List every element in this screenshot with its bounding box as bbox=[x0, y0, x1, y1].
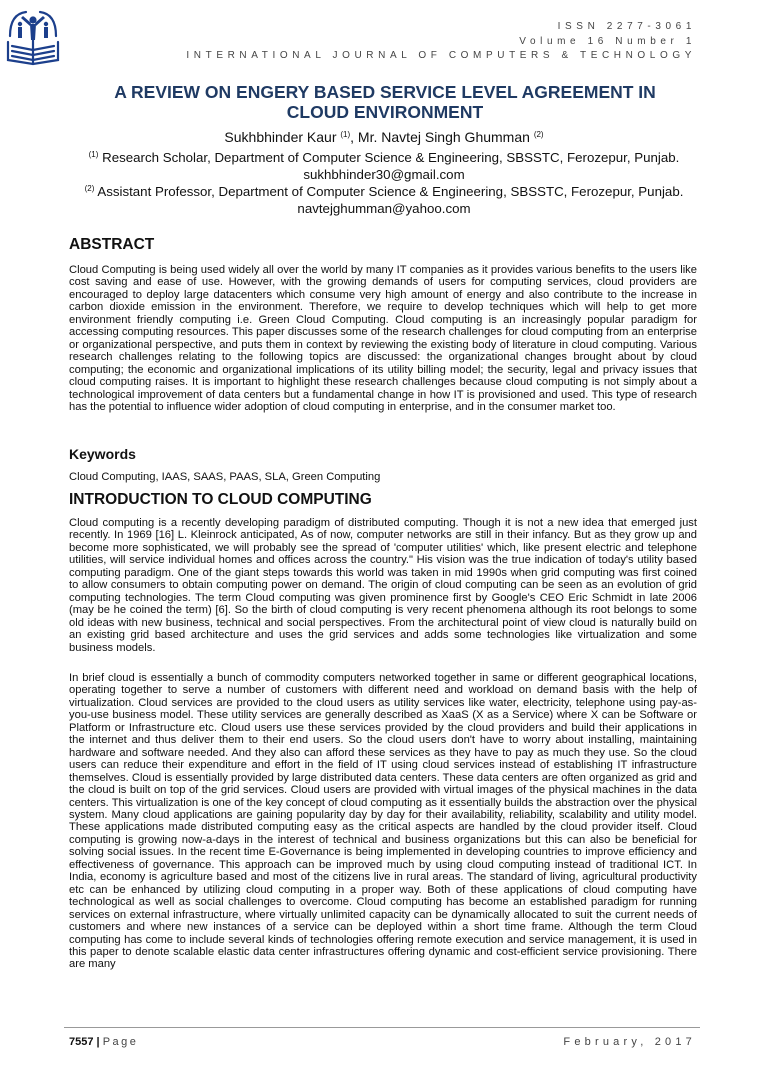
paper-title bbox=[90, 82, 680, 122]
affiliation-1 bbox=[20, 150, 748, 165]
footer-date: February, 2017 bbox=[563, 1036, 696, 1048]
page-word: Page bbox=[102, 1036, 139, 1048]
affiliation-2-sup: (2) bbox=[84, 184, 95, 193]
email-1: sukhbhinder30@gmail.com bbox=[303, 167, 465, 182]
book-logo-icon bbox=[4, 6, 62, 68]
keywords-heading: Keywords bbox=[69, 446, 136, 462]
intro-paragraph-1: Cloud computing is a recently developing paradigm of distributed computing. Though it is not a new idea that emerged just recently. In 1969 [16] L. Kleinrock anticipated, As of now, computer networks are still in their infancy. But as they grow up and become more sophisticated, we will probably see the spread of 'computer utilities' which, like present electric and telephone utilities, will service individual homes and offices across the country." His vision was the true indication of today's utility based computing paradigm. One of the giant steps towards this world was taken in mid 1990s when grid computing was first coined to allow consumers to obtain computing power on demand. The origin of cloud computing can be seen as an evolution of grid computing technologies. The term Cloud computing was given prominence first by Google's CEO Eric Schmidt in late 2006 (may be he coined the term) [6]. So the birth of cloud computing is very recent phenomena although its root belongs to some old ideas with new business, technical and social perspectives. From the architectural point of view cloud is naturally build on an existing grid based architecture and uses the grid services and adds some technologies like virtualization and some business models. bbox=[69, 517, 697, 654]
abstract-heading: ABSTRACT bbox=[69, 236, 155, 253]
footer-rule bbox=[64, 1027, 700, 1028]
paper-title-line1: A REVIEW ON ENGERY BASED SERVICE LEVEL AGREEMENT IN bbox=[114, 82, 656, 102]
intro-paragraph-2: In brief cloud is essentially a bunch of commodity computers networked together in same or different geographical locations, operating together to serve a number of customers with different need and workload on demand basis with the help of virtualization. Cloud services are provided to the cloud users as utility services like water, electricity, telephone using pay-as-you-use business model. These utility services are generally described as XaaS (X as a Service) where X can be Software or Platform or Infrastructure etc. Cloud users use these services provided by the cloud providers and build their applications in the internet and thus deliver them to their end users. So the cloud users don't have to worry about installing, maintaining hardware and software needed. And they also can afford these services as they have to pay as much they use. So the cloud users can reduce their expenditure and effort in the field of IT using cloud services instead of establishing IT infrastructure themselves. Cloud is essentially provided by large distributed data centers. These data centers are often organized as grid and the cloud is built on top of the grid services. Cloud users are provided with virtual images of the physical machines in the data centers. This virtualization is one of the key concept of cloud computing as it essentially builds the abstraction over the physical system. Many cloud applications are gaining popularity day by day for their availability, reliability, scalability and utility model. These applications made distributed computing easy as the critical aspects are handled by the cloud provider itself. Cloud computing is growing now-a-days in the interest of technical and business organizations but this can also be beneficial for solving social issues. In the recent time E-Governance is being implemented in developing countries to improve efficiency and effectiveness of governance. This approach can be improved much by using cloud computing instead of traditional ICT. In India, economy is agriculture based and most of the citizens live in rural areas. The standard of living, agricultural productivity etc can be enhanced by utilizing cloud computing in a proper way. Both of these applications of cloud computing have technological as well as social challenges to overcome. Cloud computing has become an established paradigm for running services on external infrastructure, where virtually unlimited capacity can be dynamically allocated to suit the current needs of customers and where new instances of a service can be deployed within a short time frame. Although the term Cloud computing has come to include several kinds of technologies offering remote execution and service management, it is used in this paper to denote scalable elastic data center infrastructures offering dynamic and cost-efficient service provisioning. There are many bbox=[69, 672, 697, 971]
keywords-text: Cloud Computing, IAAS, SAAS, PAAS, SLA, Green Computing bbox=[69, 471, 381, 483]
journal-volume: Volume 16 Number 1 bbox=[519, 36, 696, 47]
intro-heading: INTRODUCTION TO CLOUD COMPUTING bbox=[69, 491, 372, 508]
page-separator: | bbox=[93, 1036, 103, 1048]
author-2-sup: (2) bbox=[533, 130, 544, 139]
affiliation-1-sup: (1) bbox=[88, 150, 99, 159]
author-1: Sukhbhinder Kaur bbox=[224, 129, 337, 145]
affiliation-1-text: Research Scholar, Department of Computer Science & Engineering, SBSSTC, Ferozepur, Punjab. bbox=[98, 150, 680, 165]
affiliation-2 bbox=[20, 184, 748, 199]
author-line bbox=[20, 129, 748, 145]
author-2: Navtej Singh Ghumman bbox=[381, 129, 530, 145]
journal-name: INTERNATIONAL JOURNAL OF COMPUTERS & TECHNOLOGY bbox=[186, 50, 696, 61]
affiliation-2-text: Assistant Professor, Department of Computer Science & Engineering, SBSSTC, Ferozepur, Punjab. bbox=[94, 184, 684, 199]
footer-page bbox=[69, 1036, 138, 1048]
author-separator: , Mr. bbox=[350, 129, 382, 145]
author-1-sup: (1) bbox=[340, 130, 351, 139]
email-2: navtejghumman@yahoo.com bbox=[297, 201, 471, 216]
journal-issn: ISSN 2277-3061 bbox=[557, 21, 696, 32]
page-number: 7557 bbox=[69, 1036, 94, 1048]
abstract-text: Cloud Computing is being used widely all over the world by many IT companies as it provides various benefits to the users like cost saving and ease of use. However, with the growing demands of users for computing services, cloud providers are encouraged to deploy large datacenters which consume very high amount of energy and also contribute to the increase in carbon dioxide emission in the environment. Therefore, we require to develop techniques which will help to get more environment friendly computing i.e. Green Cloud Computing. Cloud computing is an increasingly popular paradigm for accessing computing resources. This paper discusses some of the research challenges for cloud computing from an enterprise or organizational perspective, and puts them in context by reviewing the existing body of literature in cloud computing. Various research challenges relating to the following topics are discussed: the organizational changes brought about by cloud computing; the economic and organizational implications of its utility billing model; the security, legal and privacy issues that cloud computing raises. It is important to highlight these research challenges because cloud computing is not simply about a technological improvement of data centers but a fundamental change in how IT is provisioned and used. This type of research has the potential to influence wider adoption of cloud computing in enterprise, and in the consumer market too. bbox=[69, 264, 697, 413]
paper-title-line2: CLOUD ENVIRONMENT bbox=[286, 102, 484, 122]
